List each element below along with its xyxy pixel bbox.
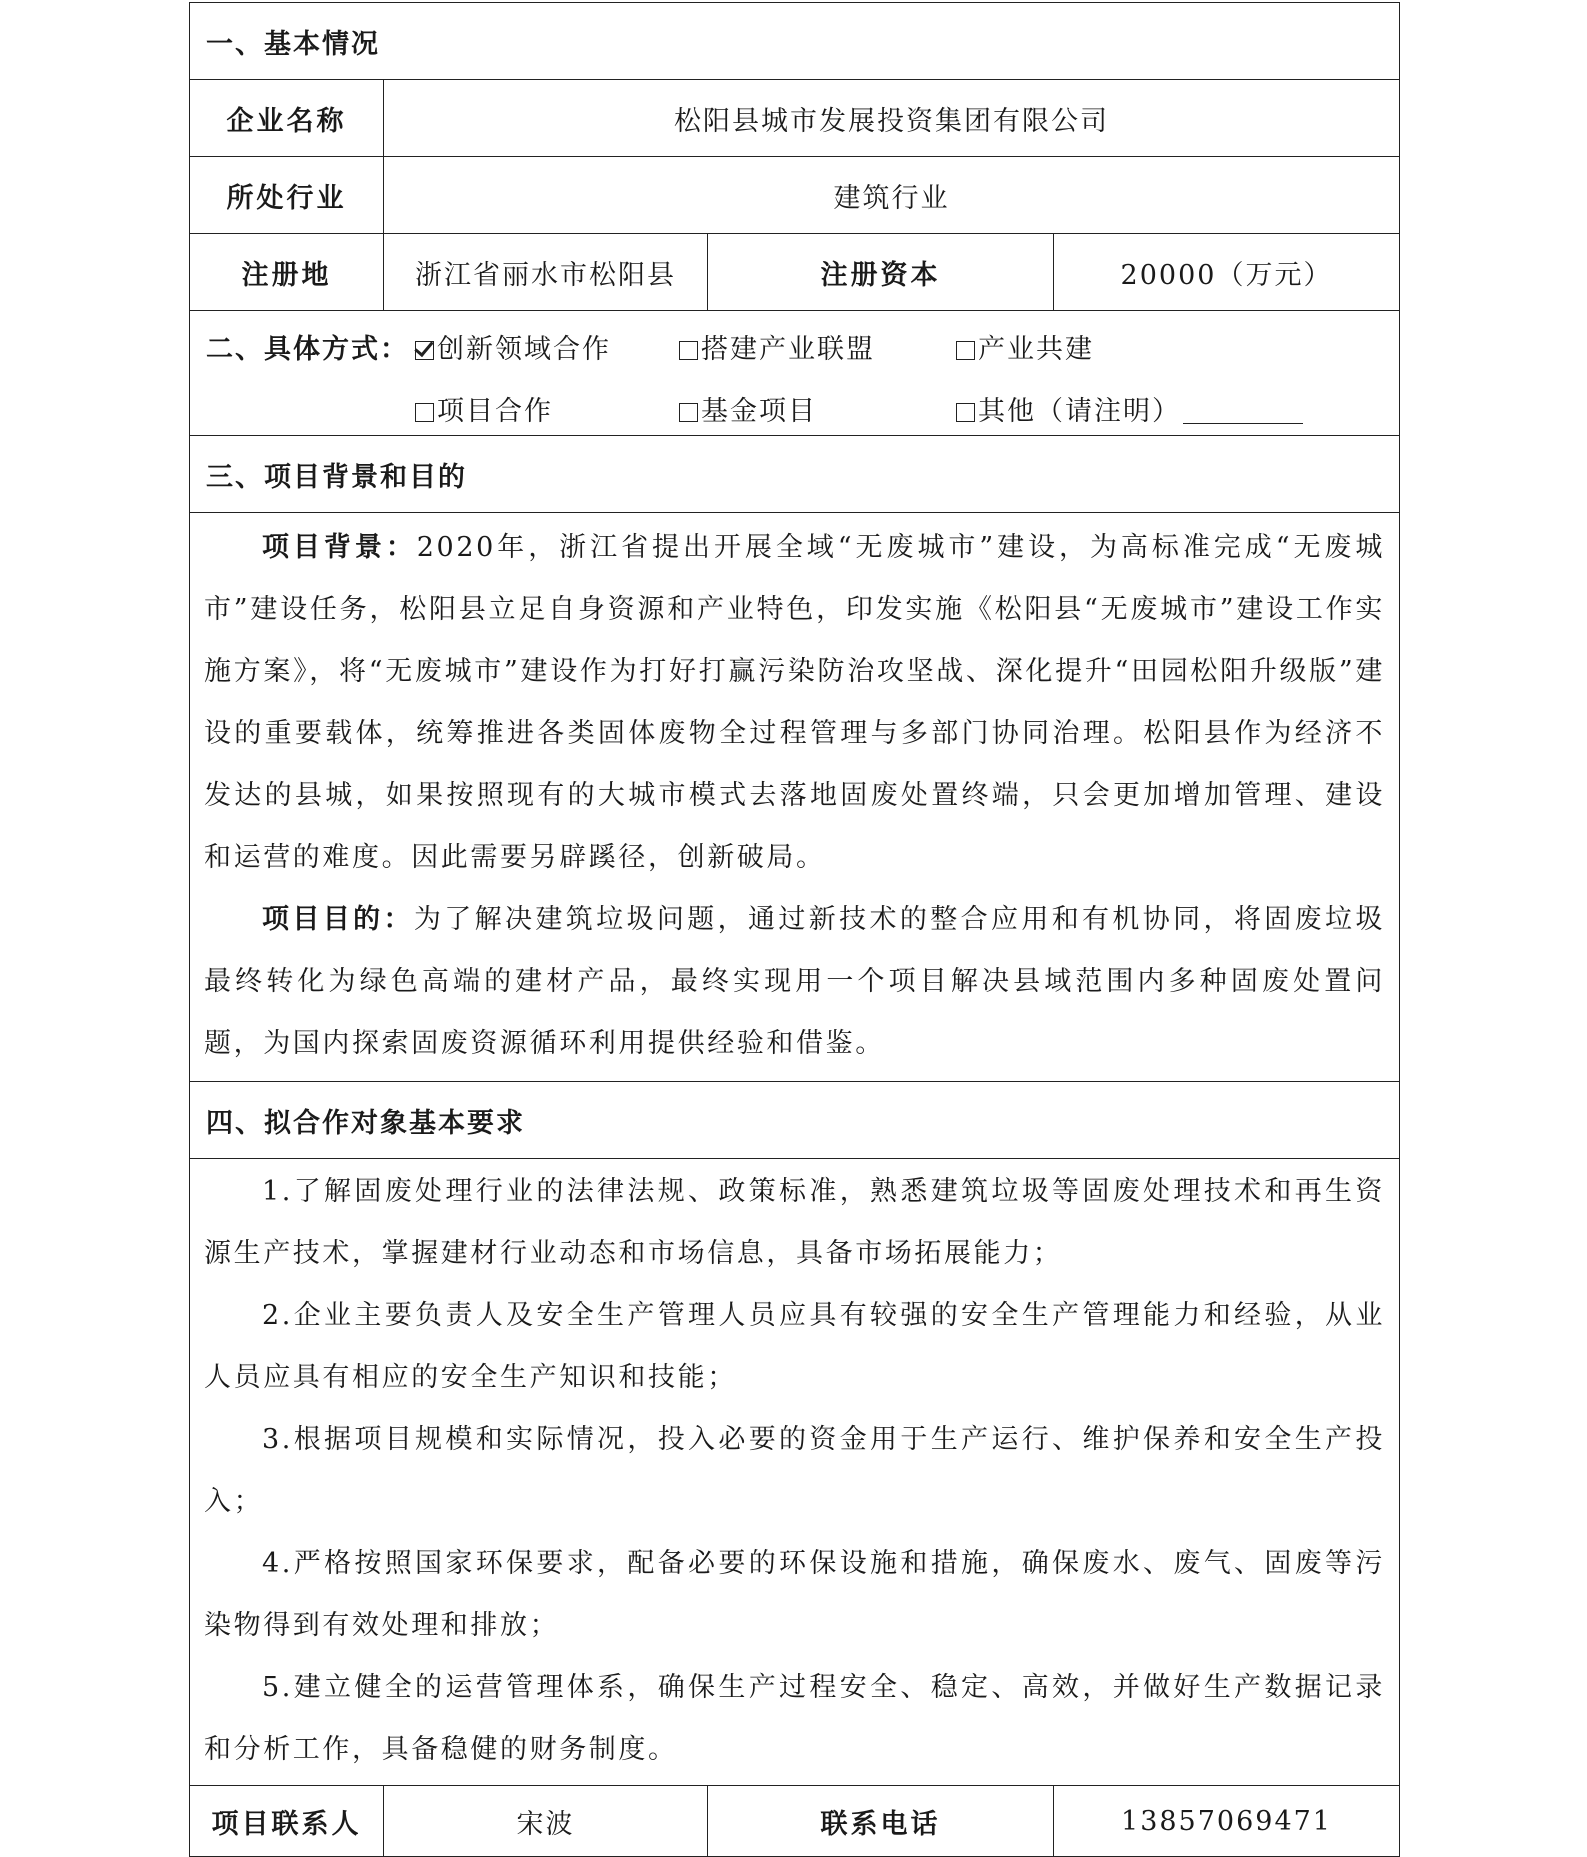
capital-label: 注册资本 [708, 234, 1054, 311]
requirements-content [190, 1159, 1400, 1786]
address-label: 注册地 [190, 234, 384, 311]
background-text: 2020年，浙江省提出开展全域“无废城市”建设，为高标准完成“无废城市”建设任务，松阳县立足自身资源和产业特色，印发实施《松阳县“无废城市”建设工作实施方案》，将“无废城市”建设作为打好打赢污染防治攻坚战、深化提升“田园松阳升级版”建设的重要载体，统筹推进各类固体废物全过程管理与多部门协同治理。松阳县作为经济不发达的县城，如果按照现有的大城市模式去落地固废处置终端，只会更加增加管理、建设和运营的难度。因此需要另辟蹊径，创新破局。 [204, 532, 1385, 873]
section-requirements-title: 四、拟合作对象基本要求 [190, 1082, 1400, 1159]
capital-value: 20000（万元） [1054, 234, 1400, 311]
option-label: 创新领域合作 [437, 334, 611, 365]
contact-person-label: 项目联系人 [190, 1786, 384, 1857]
section-basic-title: 一、基本情况 [190, 3, 1400, 80]
option-label: 搭建产业联盟 [701, 334, 875, 365]
option-other[interactable] [956, 389, 1303, 428]
industry-value: 建筑行业 [384, 157, 1400, 234]
contact-phone-label: 联系电话 [708, 1786, 1054, 1857]
option-innovation-cooperation[interactable] [415, 327, 611, 366]
background-label: 项目背景： [262, 532, 417, 563]
other-specify-field[interactable] [1183, 401, 1303, 424]
requirement-item: 2.企业主要负责人及安全生产管理人员应具有较强的安全生产管理能力和经验，从业人员应具有相应的安全生产知识和技能； [204, 1300, 1385, 1393]
background-paragraph [204, 517, 1385, 889]
cooperation-form [189, 2, 1400, 1857]
requirement-item: 5.建立健全的运营管理体系，确保生产过程安全、稳定、高效，并做好生产数据记录和分析工作，具备稳健的财务制度。 [204, 1672, 1385, 1765]
section-methods-title: 二、具体方式： [206, 334, 409, 365]
option-label: 其他（请注明） [978, 396, 1181, 427]
contact-phone-value: 13857069471 [1054, 1786, 1400, 1857]
option-fund-project[interactable] [679, 389, 817, 428]
option-industry-alliance[interactable] [679, 327, 875, 366]
industry-label: 所处行业 [190, 157, 384, 234]
background-content [190, 513, 1400, 1082]
option-label: 产业共建 [978, 334, 1094, 365]
checkbox-icon[interactable] [679, 403, 698, 422]
address-value: 浙江省丽水市松阳县 [384, 234, 708, 311]
checkbox-checked-icon[interactable] [415, 341, 434, 360]
checkbox-icon[interactable] [679, 341, 698, 360]
requirement-item: 1.了解固废处理行业的法律法规、政策标准，熟悉建筑垃圾等固废处理技术和再生资源生产技术，掌握建材行业动态和市场信息，具备市场拓展能力； [204, 1176, 1385, 1269]
methods-section [190, 311, 1400, 436]
checkbox-icon[interactable] [956, 341, 975, 360]
goal-label: 项目目的： [262, 904, 414, 935]
requirement-item: 4.严格按照国家环保要求，配备必要的环保设施和措施，确保废水、废气、固废等污染物得到有效处理和排放； [204, 1548, 1385, 1641]
checkbox-icon[interactable] [956, 403, 975, 422]
option-label: 基金项目 [701, 396, 817, 427]
goal-text: 为了解决建筑垃圾问题，通过新技术的整合应用和有机协同，将固废垃圾最终转化为绿色高端的建材产品，最终实现用一个项目解决县域范围内多种固废处置问题，为国内探索固废资源循环利用提供经验和借鉴。 [204, 904, 1386, 1059]
checkbox-icon[interactable] [415, 403, 434, 422]
company-name-label: 企业名称 [190, 80, 384, 157]
option-label: 项目合作 [437, 396, 553, 427]
goal-paragraph [204, 889, 1385, 1075]
option-project-cooperation[interactable] [415, 389, 553, 428]
contact-person-value: 宋波 [384, 1786, 708, 1857]
section-background-title: 三、项目背景和目的 [190, 436, 1400, 513]
requirement-item: 3.根据项目规模和实际情况，投入必要的资金用于生产运行、维护保养和安全生产投入； [204, 1424, 1385, 1517]
company-name-value: 松阳县城市发展投资集团有限公司 [384, 80, 1400, 157]
option-industry-co-construction[interactable] [956, 327, 1094, 366]
